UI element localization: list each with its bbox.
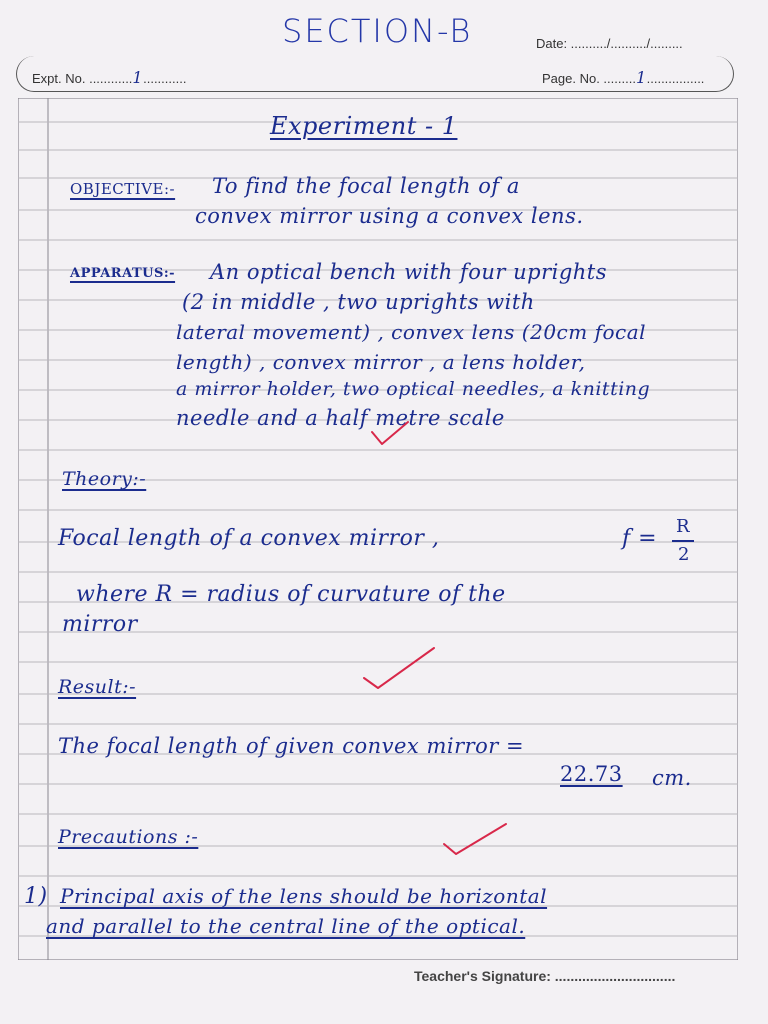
experiment-title: Experiment - 1 [270, 112, 458, 140]
expt-no-field [32, 68, 186, 87]
theory-label: Theory:- [62, 468, 147, 490]
result-label: Result:- [58, 676, 137, 698]
page-no-label: Page. No. ......... [542, 71, 636, 86]
apparatus-label: APPARATUS:- [70, 266, 176, 281]
theory-line-1: Focal length of a convex mirror , [58, 526, 440, 551]
formula-f: f = [622, 526, 658, 551]
result-value: 22.73 [560, 762, 623, 786]
page-no-field [542, 68, 704, 87]
page-no-value: 1 [635, 68, 647, 87]
apparatus-line-1: An optical bench with four uprights [210, 260, 608, 284]
section-title: SECTION-B [282, 12, 473, 50]
theory-line-3: mirror [62, 612, 138, 637]
result-line-1: The focal length of given convex mirror = [58, 734, 525, 758]
apparatus-line-6: needle and a half metre scale [176, 406, 505, 430]
apparatus-line-2: (2 in middle , two uprights with [182, 290, 535, 314]
formula-denominator: 2 [678, 544, 690, 565]
expt-no-value: 1 [132, 68, 144, 87]
precaution-1-line-2: and parallel to the central line of the optical. [46, 914, 526, 938]
fraction-bar [672, 540, 694, 542]
check-mark-icon [360, 644, 438, 692]
date-field: Date: ........../........../......... [536, 36, 683, 51]
apparatus-line-4: length) , convex mirror , a lens holder, [176, 350, 586, 374]
objective-line-1: To find the focal length of a [212, 174, 520, 198]
objective-label: OBJECTIVE:- [70, 180, 176, 198]
expt-no-label: Expt. No. ............ [32, 71, 133, 86]
apparatus-line-3: lateral movement) , convex lens (20cm focal [176, 320, 647, 344]
objective-line-2: convex mirror using a convex lens. [195, 204, 584, 228]
formula-numerator: R [676, 516, 691, 537]
theory-line-2: where R = radius of curvature of the [76, 582, 506, 607]
page-no-tail: ................ [646, 71, 705, 86]
expt-no-tail: ............ [143, 71, 187, 86]
precautions-label: Precautions :- [58, 826, 199, 848]
precaution-1-line-1: Principal axis of the lens should be horizontal [60, 884, 548, 908]
result-unit: cm. [652, 766, 692, 790]
check-mark-icon [368, 418, 412, 450]
precaution-1-number: 1) [24, 884, 48, 909]
check-mark-icon [440, 820, 510, 860]
apparatus-line-5: a mirror holder, two optical needles, a knitting [176, 378, 651, 400]
teacher-signature-field: Teacher's Signature: ............................... [414, 968, 676, 984]
